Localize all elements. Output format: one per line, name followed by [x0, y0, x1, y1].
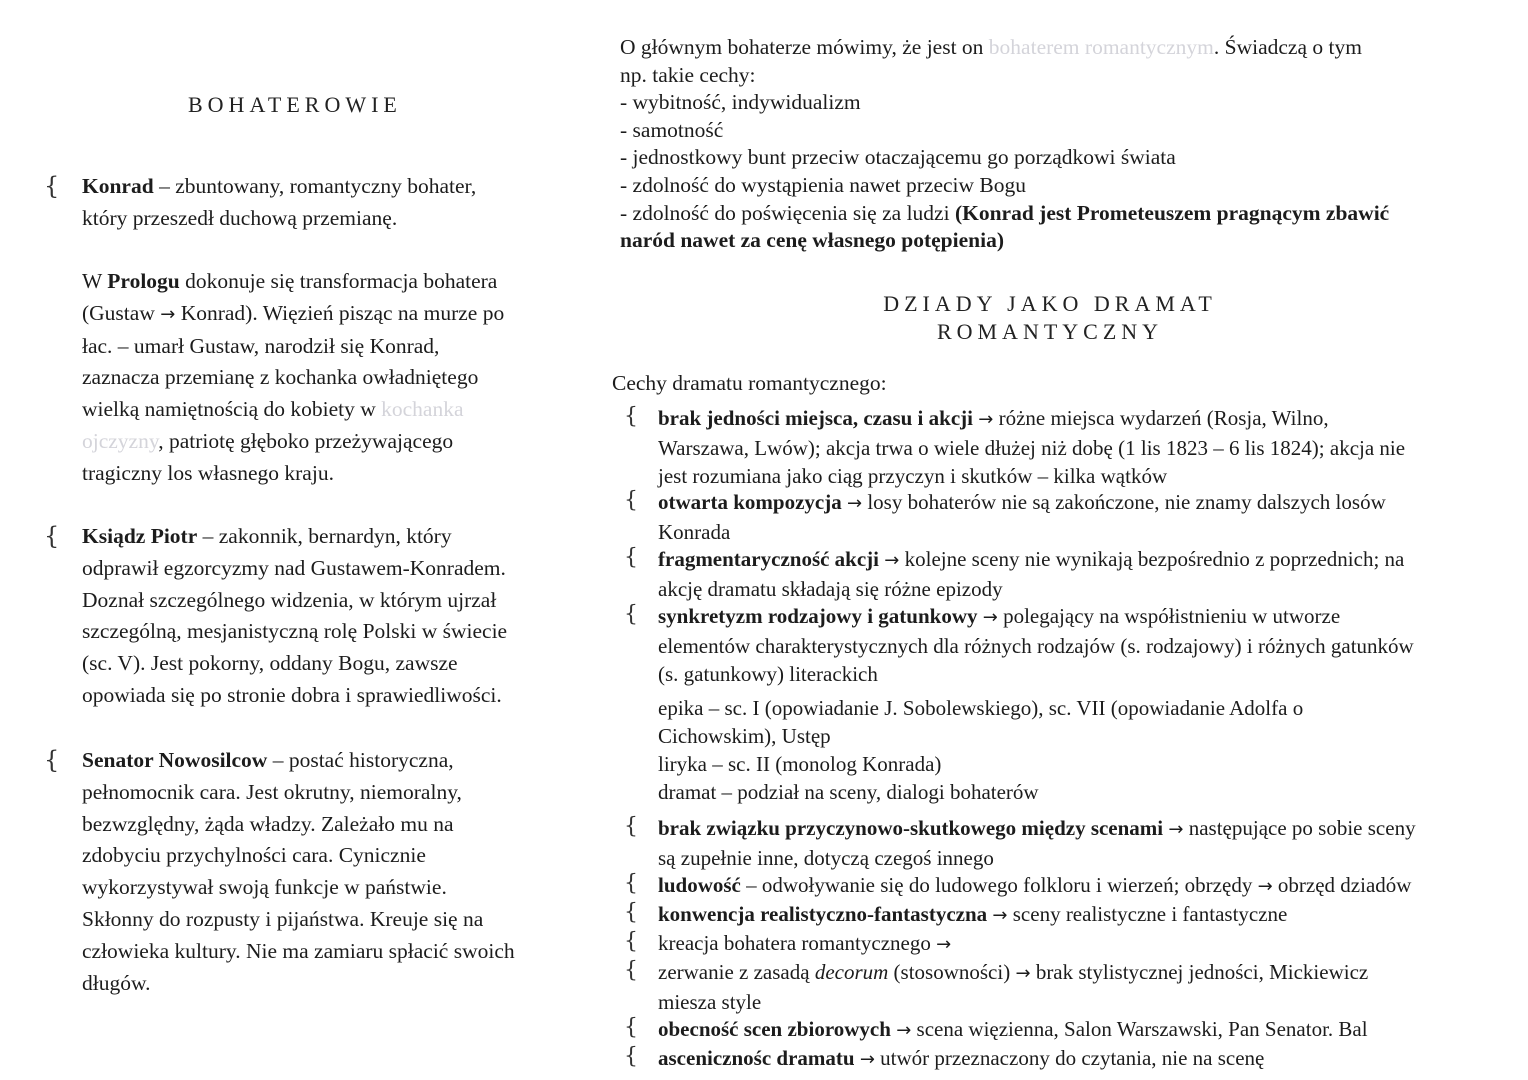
arrow-right-icon: → — [978, 409, 994, 430]
faded-text: bohaterem romantycznym — [988, 35, 1214, 59]
senator-name: Senator Nowosilcow — [82, 748, 268, 772]
trait-item: - samotność — [620, 117, 724, 142]
faded-text: ojczyzny — [82, 428, 159, 453]
bullet-brace-icon: { — [44, 172, 60, 200]
senator-entry: Senator Nowosilcow – postać historyczna, pełnomocnik cara. Jest okrutny, niemoralny, bezwzględny, żąda władzy. Zależało mu na zdobyciu przychylności cara. Cynicznie wykorzystywał swoją funkcje w państwie. Skłonny do rozpusty i pijaństwa. Kreuje się na człowieka kultury. Nie ma zamiaru spłacić swoich długów. — [82, 748, 515, 995]
arrow-right-icon: → — [982, 607, 998, 628]
feature-item: obecność scen zbiorowych → scena więzienna, Salon Warszawski, Pan Senator. Bal — [658, 1017, 1368, 1041]
arrow-right-icon: → — [1257, 876, 1273, 897]
arrow-right-icon: → — [1015, 963, 1031, 984]
feature-item: brak jedności miejsca, czasu i akcji → różne miejsca wydarzeń (Rosja, Wilno, Warszawa, Lwów); akcja trwa o wiele dłużej niż dobę (1 lis 1823 – 6 lis 1824); akcja nie jest rozumiana jako ciąg przyczyn i skutków – kilka wątków — [658, 406, 1406, 488]
bullet-brace-icon: { — [624, 814, 638, 839]
arrow-right-icon: → — [936, 934, 952, 955]
genres-list: epika – sc. I (opowiadanie J. Sobolewskiego), sc. VII (opowiadanie Adolfa o Cichowskim), Ustęp liryka – sc. II (monolog Konrada) dramat – podział na sceny, dialogi bohaterów — [658, 696, 1304, 804]
piotr-entry: Ksiądz Piotr – zakonnik, bernardyn, który odprawił egzorcyzmy nad Gustawem-Konradem. Doznał szczególnego widzenia, w którym ujrzał szczególną, mesjanistyczną rolę Polski w świecie (sc. V). Jest pokorny, oddany Bogu, zawsze opowiada się po stronie dobra i sprawiedliwości. — [82, 524, 508, 707]
features-intro: Cechy dramatu romantycznego: — [612, 371, 887, 395]
trait-item: - jednostkowy bunt przeciw otaczającemu go porządkowi świata — [620, 145, 1176, 170]
konrad-entry: Konrad – zbuntowany, romantyczny bohater, który przeszedł duchową przemianę. — [82, 174, 477, 230]
feature-item: zerwanie z zasadą decorum (stosowności) → brak stylistycznej jedności, Mickiewicz miesza style — [658, 960, 1369, 1014]
feature-item: brak związku przyczynowo-skutkowego między scenami → następujące po sobie sceny są zupełnie inne, dotyczą czegoś innego — [658, 816, 1416, 870]
arrow-right-icon: → — [160, 303, 176, 325]
trait-item: - zdolność do poświęcenia się za ludzi — [620, 200, 955, 225]
feature-item: konwencja realistyczno-fantastyczna → sceny realistyczne i fantastyczne — [658, 902, 1288, 926]
konrad-name: Konrad — [82, 174, 154, 198]
left-column — [0, 0, 590, 1080]
arrow-right-icon: → — [884, 550, 900, 571]
faded-text: kochanka — [381, 397, 464, 422]
bullet-brace-icon: { — [624, 1015, 638, 1040]
bullet-brace-icon: { — [624, 545, 638, 570]
feature-item: ascenicznośc dramatu → utwór przeznaczony do czytania, nie na scenę — [658, 1046, 1265, 1070]
bullet-brace-icon: { — [624, 488, 638, 513]
bullet-brace-icon: { — [624, 602, 638, 627]
drama-heading: DZIADY JAKO DRAMAT ROMANTYCZNY — [883, 291, 1217, 344]
bullet-brace-icon: { — [44, 746, 60, 774]
feature-item: synkretyzm rodzajowy i gatunkowy → polegający na współistnieniu w utworze elementów charakterystycznych dla różnych rodzajów (s. rodzajowy) i różnych gatunków (s. gatunkowy) literackich — [658, 604, 1414, 686]
feature-item: kreacja bohatera romantycznego → — [658, 931, 952, 955]
bullet-brace-icon: { — [624, 1044, 638, 1069]
heroes-heading: BOHATEROWIE — [188, 92, 402, 117]
feature-item: otwarta kompozycja → losy bohaterów nie są zakończone, nie znamy dalszych losów Konrada — [658, 490, 1386, 544]
arrow-right-icon: → — [1168, 819, 1184, 840]
bullet-brace-icon: { — [624, 404, 638, 429]
romantic-hero-intro: O głównym bohaterze mówimy, że jest on bohaterem romantycznym. Świadczą o tym np. takie cechy: - wybitność, indywidualizm - samotność - jednostkowy bunt przeciw otaczającemu go porządkowi świata - zdolność do wystąpienia nawet przeciw Bogu - zdolność do poświęcenia się za ludzi (Konrad jest Prometeuszem pragnącym zbawić naród nawet za cenę własnego potępienia) — [620, 35, 1390, 253]
prologue-paragraph: W Prologu dokonuje się transformacja bohatera (Gustaw → Konrad). Więzień pisząc na murze po łac. – umarł Gustaw, narodził się Konrad, zaznacza przemianę z kochanka owładniętego wielką namiętnością do kobiety w kochanka ojczyzny, patriotę głęboko przeżywającego tragiczny los własnego kraju. — [82, 269, 505, 485]
bullet-brace-icon: { — [624, 900, 638, 925]
bullet-brace-icon: { — [44, 522, 60, 550]
arrow-right-icon: → — [896, 1020, 912, 1041]
right-column — [600, 0, 1528, 1080]
piotr-name: Ksiądz Piotr — [82, 524, 198, 548]
arrow-right-icon: → — [992, 905, 1008, 926]
bullet-brace-icon: { — [624, 871, 638, 896]
feature-item: fragmentaryczność akcji → kolejne sceny nie wynikają bezpośrednio z poprzednich; na akcję dramatu składają się różne epizody — [658, 547, 1405, 601]
arrow-right-icon: → — [859, 1049, 875, 1070]
feature-item: ludowość – odwoływanie się do ludowego folkloru i wierzeń; obrzędy → obrzęd dziadów — [658, 873, 1412, 897]
trait-item: - wybitność, indywidualizm — [620, 90, 861, 115]
bullet-brace-icon: { — [624, 929, 638, 954]
arrow-right-icon: → — [846, 493, 863, 514]
bullet-brace-icon: { — [624, 958, 638, 983]
trait-item: - zdolność do wystąpienia nawet przeciw Bogu — [620, 172, 1026, 197]
